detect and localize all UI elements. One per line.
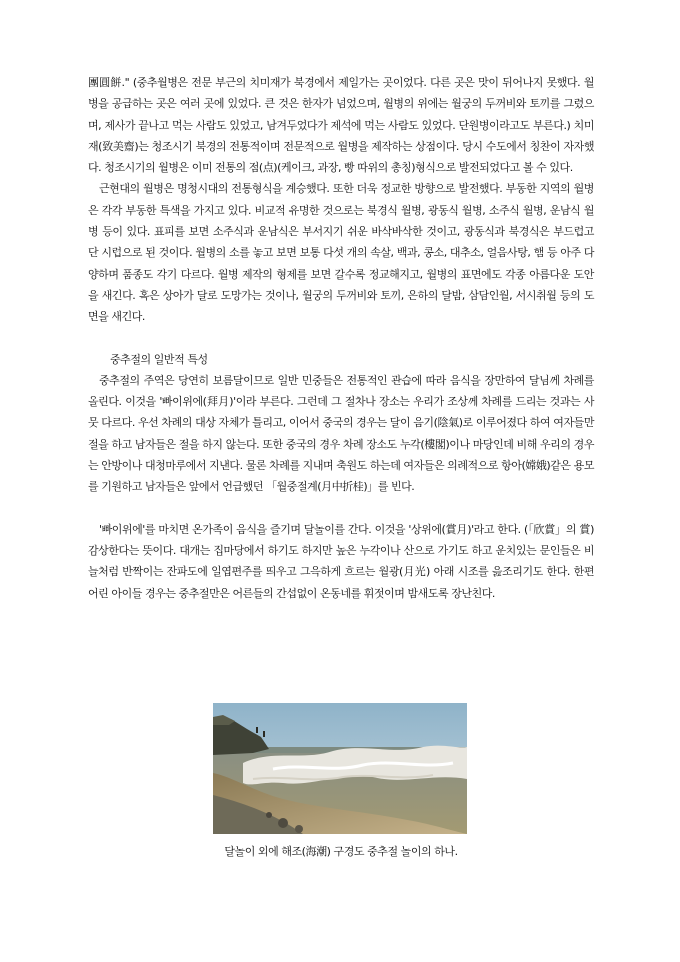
figure-caption: 달놀이 외에 해조(海潮) 구경도 중추절 놀이의 하나.	[224, 845, 458, 858]
section-heading: 중추절의 일반적 특성	[110, 352, 208, 366]
tidal-bore-photo	[213, 703, 467, 834]
paragraph-moon-worship: 중추절의 주역은 당연히 보름달이므로 일반 민중들은 전통적인 관습에 따라 음식을 장만하여 달님께 차례를 올린다. 이것을 '빠이위에(拜月)'이라 부른다. 그런데 그 절차나 장소는 우리가 조상께 차례를 드리는 것과는 사뭇 다르다. 우선 차례의 대상 자체가 틀리고, 이어서 중국의 경우는 달이 음기(陰氣)로 이루어졌다 하여 여자들만 절을 하고 남자들은 절을 하지 않는다. 또한 중국의 경우 차례 장소도 누각(樓閣)이나 마당인데 비해 우리의 경우는 안방이나 대청마루에서 지낸다. 물론 차례를 지내며 축원도 하는데 여자들은 의례적으로 항아(嫦娥)같은 용모를 기원하고 남자들은 앞에서 언급했던 「월중절계(月中折桂)」를 빈다.	[88, 373, 594, 494]
paragraph-moon-viewing: '빠이위에'를 마치면 온가족이 음식을 즐기며 달놀이를 간다. 이것을 '상위에(賞月)'라고 한다. (「欣賞」의 賞) 감상한다는 뜻이다. 대개는 집마당에서 하기도 하지만 높은 누각이나 산으로 가기도 하고 운치있는 문인들은 비늘처럼 반짝이는 잔파도에 일엽편주를 띄우고 그윽하게 흐르는 월광(月光) 아래 시조를 읊조리기도 한다. 한편 어린 아이들 경우는 중추절만은 어른들의 간섭없이 온동네를 휘젓이며 밤새도록 장난친다.	[88, 522, 594, 600]
paragraph-modern-mooncake: 근현대의 월병은 명청시대의 전통형식을 계승했다. 또한 더욱 정교한 방향으로 발전했다. 부동한 지역의 월병은 각각 부동한 특색을 가지고 있다. 비교적 유명한 것으로는 북경식 월병, 광동식 월병, 소주식 월병, 운남식 월병 등이 있다. 표피를 보면 소주식과 운남식은 부서지기 쉬운 바삭바삭한 것이고, 광동식과 북경식은 부드럽고 단 시럽으로 된 것이다. 월병의 소를 놓고 보면 보통 다섯 개의 속살, 백과, 콩소, 대추소, 얼음사탕, 햄 등 아주 다양하며 품종도 각기 다르다. 월병 제작의 형제를 보면 갈수록 정교해지고, 월병의 표면에도 각종 아름다운 도안을 새긴다. 혹은 상아가 달로 도망가는 것이나, 월궁의 두꺼비와 토끼, 은하의 달밤, 삼담인월, 서시취월 등의 도면을 새긴다.	[88, 182, 594, 324]
paragraph-mooncake-history: 團圓餅." (중추월병은 전문 부근의 치미재가 북경에서 제일가는 곳이었다. 다른 곳은 맛이 뒤어나지 못했다. 월병을 공급하는 곳은 여러 곳에 있었다. 큰 것은 한자가 넘었으며, 월병의 위에는 월궁의 두꺼비와 토끼를 그렸으며, 제사가 끝나고 먹는 사람도 있었고, 남겨두었다가 제석에 먹는 사람도 있었다. 단원병이라고도 부른다.) 치미재(致美齋)는 청조시기 북경의 전통적이며 전문적으로 월병을 제작하는 상점이다. 당시 수도에서 칭찬이 자자했다. 청조시기의 월병은 이미 전통의 점(点)(케이크, 과장, 빵 따위의 총칭)형식으로 발전되었다고 볼 수 있다.	[88, 76, 594, 175]
document-page	[88, 72, 594, 604]
